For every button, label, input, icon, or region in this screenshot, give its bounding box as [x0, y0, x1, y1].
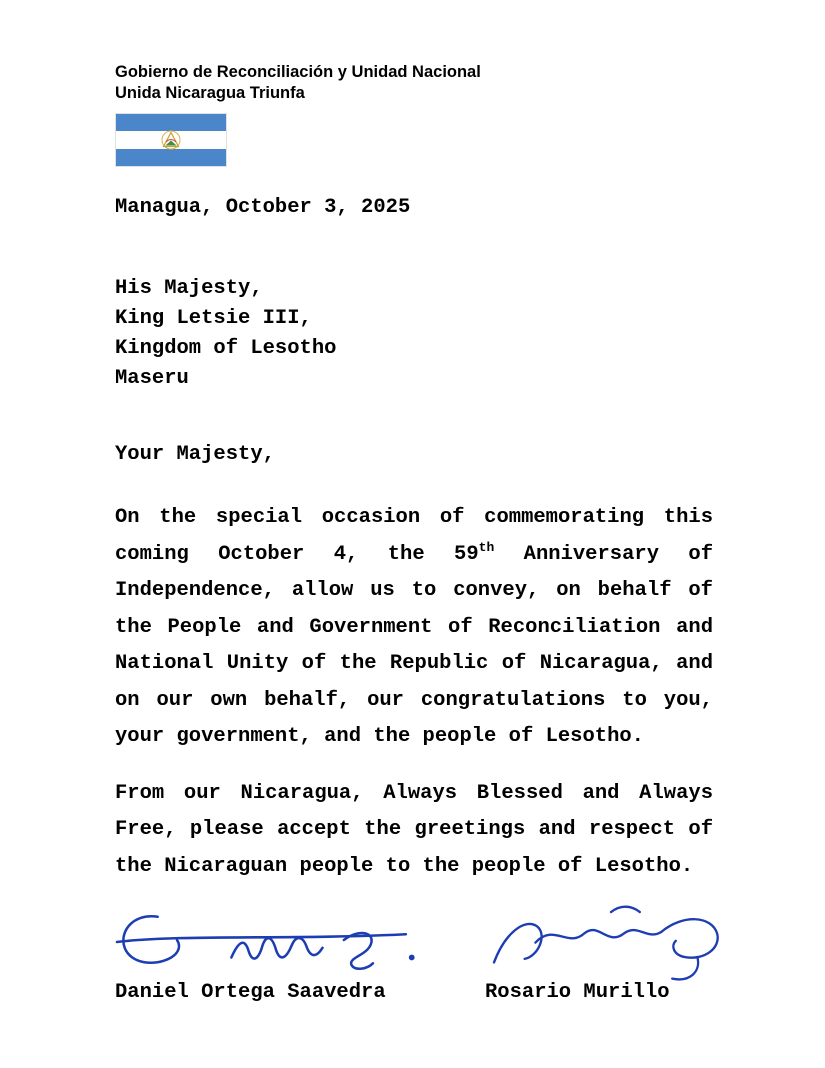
- ordinal-suffix: th: [478, 539, 495, 555]
- dateline: Managua, October 3, 2025: [115, 196, 411, 219]
- recipient-line-city: Maseru: [115, 367, 189, 390]
- body-paragraph-2: From our Nicaragua, Always Blessed and Always Free, please accept the greetings and respect of the Nicaraguan people to the people of Lesotho.: [115, 781, 713, 878]
- body-paragraph-1: [115, 500, 713, 756]
- signature-block: [115, 899, 755, 1007]
- recipient-line-name: King Letsie III,: [115, 307, 312, 330]
- nicaragua-flag-image: [115, 113, 227, 167]
- signature-strokes: [494, 907, 718, 980]
- signature-rosario-murillo-ink: [485, 899, 755, 989]
- salutation: Your Majesty,: [115, 443, 275, 466]
- signature-strokes: [117, 916, 406, 968]
- signatory-name-right: Rosario Murillo: [485, 981, 670, 1004]
- paragraph-1-text-end: Anniversary of Independence, allow us to convey, on behalf of the People and Government of Reconciliation and National Unity of the Republic of Nicaragua, and on our own behalf, our congratulations to you, your government, and the people of Lesotho.: [115, 542, 713, 748]
- paragraph-1-text-start: On the special occasion of commemorating this coming October 4, the 59: [115, 506, 713, 566]
- letterhead: [115, 62, 715, 103]
- flag-stripe-top: [115, 113, 227, 131]
- recipient-line-country: Kingdom of Lesotho: [115, 337, 337, 360]
- signature-block-left: [115, 905, 455, 1007]
- signature-block-right: [485, 899, 755, 1007]
- recipient-address: [115, 274, 715, 394]
- flag-stripe-bottom: [115, 149, 227, 167]
- letterhead-line2: Unida Nicaragua Triunfa: [115, 83, 305, 102]
- recipient-line-honorific: His Majesty,: [115, 277, 263, 300]
- signature-period-dot: [409, 955, 415, 961]
- signature-daniel-ortega-ink: [115, 905, 435, 977]
- flag-coat-of-arms: [162, 131, 180, 149]
- signatory-name-left: Daniel Ortega Saavedra: [115, 981, 386, 1004]
- letterhead-line1: Gobierno de Reconciliación y Unidad Nacional: [115, 63, 481, 81]
